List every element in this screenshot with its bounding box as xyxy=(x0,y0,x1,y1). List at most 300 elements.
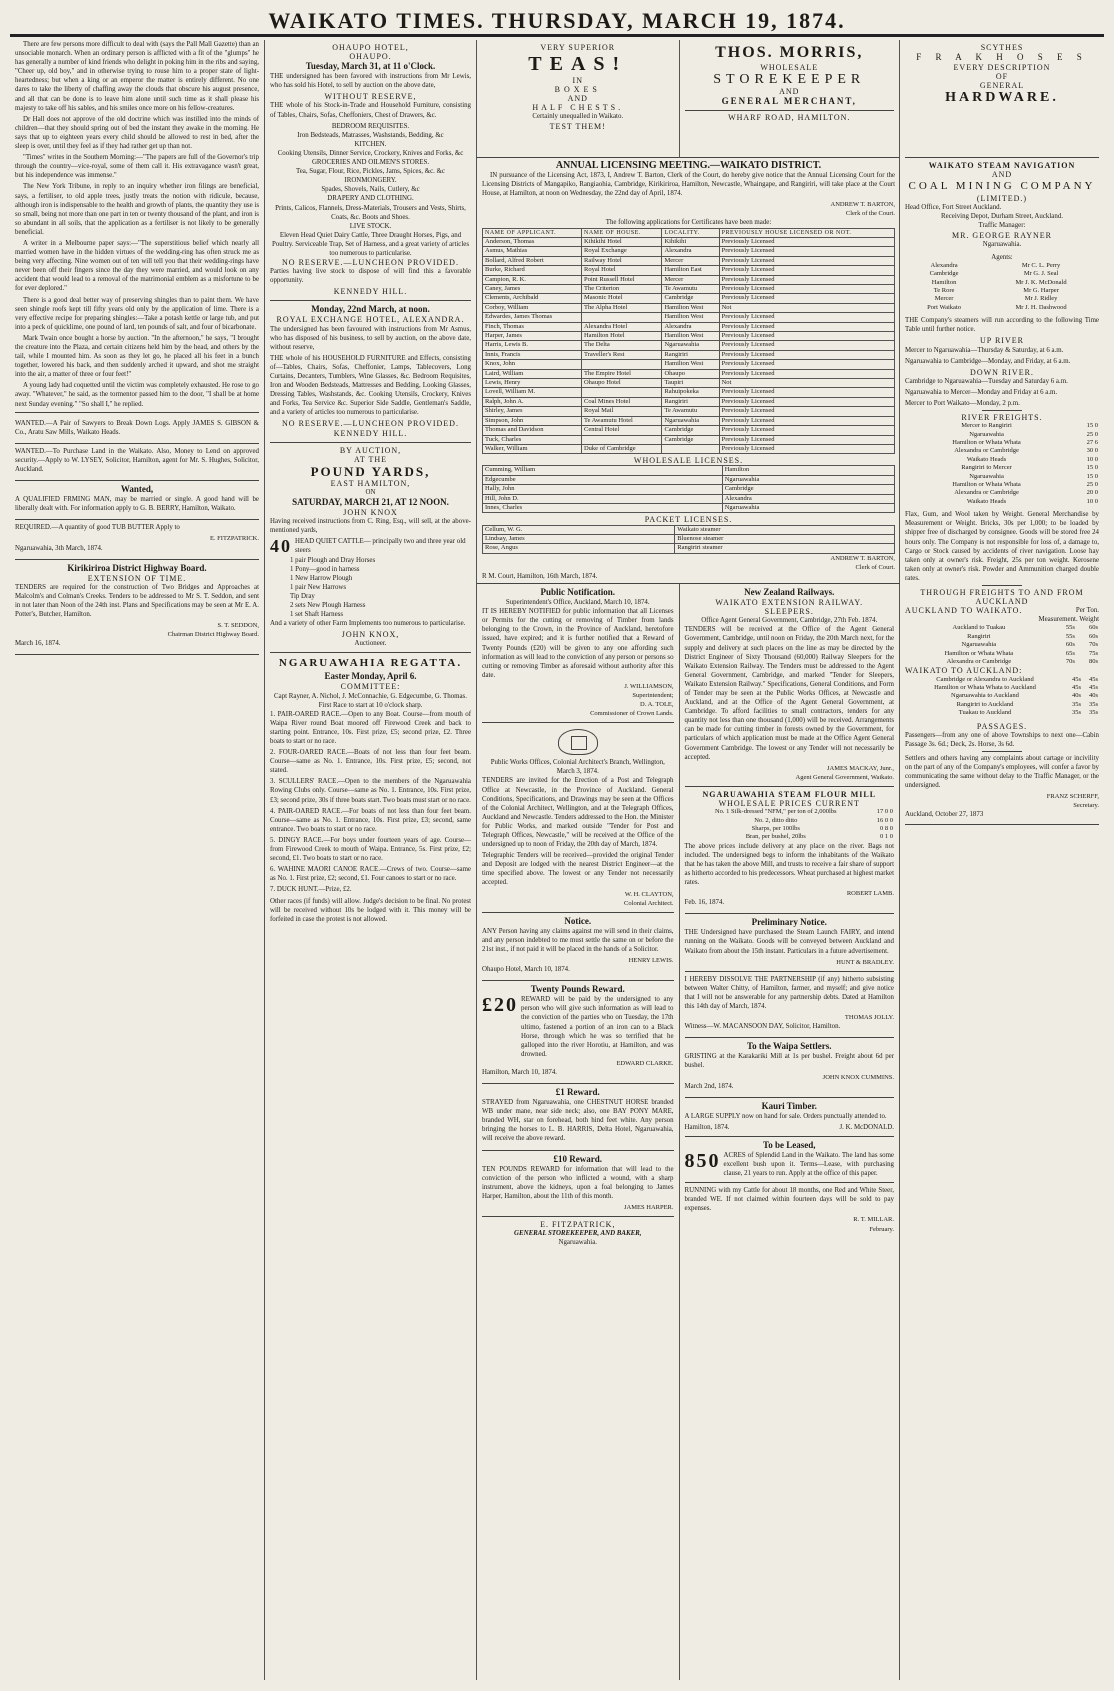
leased-row xyxy=(685,1151,894,1178)
col-header-applicant: NAME OF APPLICANT. xyxy=(483,228,582,237)
notification-signature-title: Superintendent; xyxy=(632,691,674,699)
flour-price: 17 0 0 xyxy=(876,808,893,816)
locality: Rangiriri xyxy=(662,397,719,406)
agent-place: Mercer xyxy=(934,295,954,303)
freight-row xyxy=(905,431,1099,439)
through-route: Ngaruawahia xyxy=(961,641,997,649)
licensing-row xyxy=(483,256,895,265)
freight-route: Alexandra or Cambridge xyxy=(954,447,1019,455)
freight-route: Hamilton or Whata Whata xyxy=(952,439,1021,447)
licensing-foot-date: R M. Court, Hamilton, 16th March, 1874. xyxy=(482,572,598,580)
freight-row xyxy=(905,422,1099,430)
through-row xyxy=(905,633,1099,641)
ohaupo-item: Iron Bedsteads, Matrasses, Washstands, Bedding, &c xyxy=(297,131,444,139)
through-weight: 45s xyxy=(1088,675,1098,683)
applicant-name: Asmus, Mathias xyxy=(483,247,582,256)
up-river-2: Ngaruawahia to Cambridge—Monday, and Friday, at 6 a.m. xyxy=(905,357,1071,365)
locality: Alexandra xyxy=(662,322,719,331)
pound-list-item: Tip Dray xyxy=(290,592,315,600)
wholesale-name: Edgecumbe xyxy=(483,475,723,484)
agent-name: Mr J. K. McDonald xyxy=(1015,278,1067,286)
licensing-intro: The following applications for Certificates have been made: xyxy=(605,219,772,227)
regatta-committee-label: COMMITTEE: xyxy=(340,682,401,692)
through-route: Rangiriri xyxy=(967,632,991,640)
locality: Ngaruawahia xyxy=(662,341,719,350)
license-status: Previously Licensed xyxy=(719,294,894,303)
wholesale-table-body xyxy=(483,466,895,513)
down-river-1: Cambridge to Ngaruawahia—Tuesday and Saturday 6 a.m. xyxy=(905,377,1068,385)
flax-text: Flax, Gum, and Wool taken by Weight. General Merchandise by Measurement or Weight. Bricks, 30s per 1,000; to be loaded by shipper free of discharged by consignee. Goods will be stored free 24 hours only. The Company is not responsible for loss of, a damage to, Cargo or Stock caused by accidents of river navigation. Loose hay taken only at owner's risk. Freight, 25s per ton weight. Kerosene taken only at owner's risk. Powder and Ammunition charged double rates. xyxy=(905,511,1099,582)
steam-coal: COAL MINING COMPANY xyxy=(908,180,1096,193)
through-weight: 60s xyxy=(1088,624,1098,632)
house-name: Alexandra Hotel xyxy=(581,322,661,331)
royal-foot: NO RESERVE.—LUNCHEON PROVIDED. xyxy=(282,419,459,429)
kauri-body: A LARGE SUPPLY now on hand for sale. Orders punctually attended to. xyxy=(684,1112,887,1120)
flour-sub: WHOLESALE PRICES CURRENT xyxy=(718,799,860,808)
through-measurement: 35s xyxy=(1071,700,1081,708)
applicant-name: Thomas and Davidson xyxy=(483,426,582,435)
house-name: The Alpha Hotel xyxy=(581,303,661,312)
wholesale-row xyxy=(483,494,895,503)
flour-price: 0 1 0 xyxy=(880,833,893,841)
kirikiriroa-sub: EXTENSION OF TIME. xyxy=(87,573,187,583)
licensing-table xyxy=(482,228,895,455)
pound-cattle-row xyxy=(270,537,471,555)
steam-manager-label: Traffic Manager: xyxy=(978,222,1026,230)
kirikiriroa-ad xyxy=(15,560,259,656)
locality: Hamilton West xyxy=(662,360,719,369)
dissolve-body: I HEREBY DISSOLVE THE PARTNERSHIP (if any) hitherto subsisting between Walter Chitty, of Hamilton, farmer, and myself; and give notice that I will not be answerable for any partnership debts. Dated at Hamilton this 14th day of March, 1874. xyxy=(684,975,894,1011)
freight-rate: 20 0 xyxy=(1086,489,1098,497)
license-status: Previously Licensed xyxy=(719,416,894,425)
licensing-row xyxy=(483,332,895,341)
ohaupo-items xyxy=(270,122,471,258)
fitz-place: Ngaruawahia. xyxy=(558,1239,597,1247)
through-row xyxy=(905,692,1099,700)
works-body: TENDERS are invited for the Erection of a Post and Telegraph Office at Newcastle, in the Province of Auckland. General Conditions, Specifications, and Drawings may be seen at the Offices of the Colonial Architect, Wellington, and at the Telegraph Offices, Auckland and Newcastle. Tenders addressed to the Hon. the Minister for Public Works, and marked outside "Tender for Post and Telegraph Offices, Newcastle," will be received at the Office of the undersigned up to noon of Friday, the 20th day of March, 1874. xyxy=(482,777,674,849)
regatta-race: 7. DUCK HUNT.—Prize, £2. xyxy=(270,886,352,894)
license-status: Previously Licensed xyxy=(719,247,894,256)
wholesale-row xyxy=(483,475,895,484)
morris-and: AND xyxy=(779,87,800,97)
licensing-row xyxy=(483,397,895,406)
flour-price-row xyxy=(685,817,894,825)
house-name: Traveller's Rest xyxy=(581,350,661,359)
packet-place: Rangiriri steamer xyxy=(675,544,895,553)
through-measurement: 55s xyxy=(1065,624,1075,632)
one-pound-ad xyxy=(482,1084,674,1150)
flour-item: Bran, per bushel, 20lbs xyxy=(745,833,806,841)
royal-body: The undersigned has been favoured with instructions from Mr Asmus, who has disposed of his business, to sell by auction, on the above date, without reserve, xyxy=(270,325,471,351)
ten-head: £10 Reward. xyxy=(553,1153,602,1164)
through-measurement: 45s xyxy=(1071,675,1081,683)
regatta-race: 3. SCULLERS' RACE.—Open to the members of the Ngaruawahia Rowing Clubs only. Course—same as No. 1. Entrance, 10s. First prize, £3; second prize, 30s if three boats start. Two boats must start or no race. xyxy=(270,778,471,804)
freight-rate: 25 0 xyxy=(1086,430,1098,438)
through-measurement: 70s xyxy=(1065,658,1075,666)
notice-date: Ohaupo Hotel, March 10, 1874. xyxy=(482,966,570,974)
teas-in: IN xyxy=(572,76,583,86)
steam-navigation-ad xyxy=(905,158,1099,825)
pound-body: Having received instructions from C. Ring, Esq., will sell, at the above-mentioned yards, xyxy=(270,518,471,535)
license-status: Previously Licensed xyxy=(719,360,894,369)
freight-row xyxy=(905,489,1099,497)
steam-depot: Receiving Depot, Durham Street, Auckland. xyxy=(941,213,1063,221)
ohaupo-item: Spades, Shovels, Nails, Cutlery, &c xyxy=(321,186,420,194)
nzr-sleepers-ad xyxy=(685,584,894,787)
freights-head: RIVER FREIGHTS. xyxy=(961,413,1043,423)
ten-pound-ad xyxy=(482,1151,674,1217)
freight-row xyxy=(905,481,1099,489)
prelim-head: Preliminary Notice. xyxy=(751,917,827,928)
house-name: Coal Mines Hotel xyxy=(581,397,661,406)
freight-rate: 15 0 xyxy=(1086,422,1098,430)
licensing-row xyxy=(483,285,895,294)
divider xyxy=(982,751,1022,752)
locality: Te Awamutu xyxy=(662,407,719,416)
licensing-row xyxy=(483,369,895,378)
through-route: Rangiriri to Auckland xyxy=(956,700,1014,708)
twenty-amount: £20 xyxy=(482,994,518,1017)
locality: Mercer xyxy=(662,256,719,265)
waipa-settlers-ad xyxy=(685,1038,894,1097)
agent-row xyxy=(905,262,1099,270)
freight-row xyxy=(905,447,1099,455)
freight-route: Ngaruawahia xyxy=(969,430,1004,438)
hardware-head: HARDWARE. xyxy=(945,90,1059,106)
wholesale-head: WHOLESALE LICENSES. xyxy=(633,456,744,466)
flour-item: No. 2, ditto ditto xyxy=(754,816,798,824)
timetable-text: THE Company's steamers will run according to the following Time Table until further notice. xyxy=(905,317,1099,334)
ohaupo-item: Prints, Calicos, Flannels, Dress-Materials, Trousers and Vests, Shirts, Coats, &c. Boots and Shoes. xyxy=(275,204,466,221)
works-office: Public Works Offices, Colonial Architect's Branch, Wellington, March 3, 1874. xyxy=(490,759,665,776)
house-name: Royal Mail xyxy=(581,407,661,416)
wholesale-row xyxy=(483,504,895,513)
house-name xyxy=(581,313,661,322)
packet-row xyxy=(483,534,895,543)
scythes-letter: S xyxy=(1037,52,1049,63)
locality: Hamilton East xyxy=(662,266,719,275)
steam-and: AND xyxy=(991,170,1013,180)
nzr2-office: Office Agent General Government, Cambridge, 27th Feb. 1874. xyxy=(701,617,878,625)
ohaupo-item: KITCHEN. xyxy=(354,140,387,148)
agent-row xyxy=(905,287,1099,295)
packet-place: Waikato steamer xyxy=(675,525,895,534)
house-name: The Criterion xyxy=(581,285,661,294)
through-table xyxy=(905,624,1099,666)
divider xyxy=(982,585,1022,586)
wanted-farming-head: Wanted, xyxy=(120,484,154,495)
article-paragraph: There are few persons more difficult to deal with (says the Pall Mall Gazette) than an unsociable monarch. When an ordinary person is afflicted with a fit of the "glumps" he has generally a number of kind friends who delight in poking him in the ribs and saying, "Cheer up, old boy," and in otherwise trying to rouse him to a proper state of light-heartedness; but when a king or an emperor the matter is entirely different. No one dares to take the liberty of chaffing away the clouds that obscure his august presence, and all that can be done is to leave him alone until such time as it shall please his majesty to take off his sables, and his smiles once more on his fellow-creatures. xyxy=(15,41,259,112)
teas-ad xyxy=(477,40,680,158)
wholesale-place: Ngaruawahia xyxy=(722,475,894,484)
packet-row xyxy=(483,544,895,553)
regatta-race: 5. DINGY RACE.—For boys under fourteen years of age. Course—from Firewood Creek to mouth of Waipa. Entrance, 5s. First prize, £2; second, £1. Two boats to start or no race. xyxy=(270,836,471,863)
notification-office: Superintendent's Office, Auckland, March 10, 1874. xyxy=(505,599,650,607)
pound-cattle: HEAD QUIET CATTLE— principally two and three year old steers xyxy=(295,538,466,555)
flour-item: Sharps, per 100lbs xyxy=(751,824,800,832)
scythes-letter: O xyxy=(1017,52,1030,63)
house-name: Te Awamutu Hotel xyxy=(581,416,661,425)
pound-list-item: 1 pair New Harrows xyxy=(290,583,347,591)
through-route: Auckland to Tuakau xyxy=(952,624,1006,632)
steam-manager-place: Ngaruawahia. xyxy=(982,240,1022,248)
pound-by: BY AUCTION, xyxy=(339,445,402,455)
fitz-trade: GENERAL STOREKEEPER, AND BAKER, xyxy=(514,1230,642,1238)
regatta-head: NGARUAWAHIA REGATTA. xyxy=(278,657,463,670)
agents-table xyxy=(905,262,1099,312)
pound-date: SATURDAY, MARCH 21, AT 12 NOON. xyxy=(292,497,449,508)
nzr2-head: New Zealand Railways. xyxy=(744,587,835,598)
license-status: Previously Licensed xyxy=(719,350,894,359)
agent-place: Port Waikato xyxy=(927,303,961,311)
settlers-signature: FRANZ SCHERFF, xyxy=(1046,793,1099,801)
regatta-race: 4. PAIR-OARED RACE.—For boats of not less than four feet beam. Course—same as No. 1. Entrance, 10s. First prize, £3; second, same entrance. Two boats to start or no race. xyxy=(270,807,471,833)
leased-head: To be Leased, xyxy=(763,1139,816,1150)
scythes-of: OF xyxy=(995,72,1009,82)
column-3 xyxy=(477,584,680,1680)
teas-chests: HALF CHESTS. xyxy=(532,103,624,113)
notice-signature: HENRY LEWIS. xyxy=(628,957,674,965)
applicant-name: Anderson, Thomas xyxy=(483,237,582,246)
notification-signature-2-title: Commissioner of Crown Lands. xyxy=(590,710,674,718)
through-sub: AUCKLAND TO WAIKATO. xyxy=(905,606,1023,616)
through-row xyxy=(905,684,1099,692)
pound-list-item: 1 pair Plough and Dray Horses xyxy=(290,556,376,564)
licensing-row xyxy=(483,444,895,453)
teas-and: AND xyxy=(567,94,588,104)
flour-mill-ad xyxy=(685,787,894,914)
licensing-body: IN pursuance of the Licensing Act, 1873, I, Andrew T. Barton, Clerk of the Court, do hereby give notice that the Annual Licensing Court for the Licensing Districts of Mangapiko, Rangiaohia, Cambridge, Kirikiriroa, Hamilton, Newcastle, Whaingape, and Rangiriri, will take place at the Court House, at Hamilton, at noon on Wednesday, the 22nd day of April, 1874. xyxy=(482,172,895,198)
kirikiriroa-signature-title: Chairman District Highway Board. xyxy=(167,631,259,639)
one-body: STRAYED from Ngaruawahia, one CHESTNUT HORSE branded WB under mane, near side neck; also, one BAY PONY MARE, branded WH, star on forehead, both hind feet white. Any person bringing the horses to L. B. HARRIS, Delta Hotel, Ngaruawahia, will receive the above reward. xyxy=(482,1099,674,1143)
applicant-name: Clements, Archibald xyxy=(483,294,582,303)
dissolve-signature: THOMAS JOLLY. xyxy=(844,1014,894,1022)
morris-general: GENERAL MERCHANT, xyxy=(721,96,857,107)
down-river-head: DOWN RIVER. xyxy=(970,367,1034,377)
center-bottom-row xyxy=(477,584,899,1680)
regatta-race: 6. WAHINE MAORI CANOE RACE.—Crews of two. Course—same as No. 1. First prize, £2; second, £1. Four canoes to start or no race. xyxy=(270,866,471,883)
waipa-signature: JOHN KNOX CUMMINS. xyxy=(822,1073,894,1081)
waipa-body: GRISTING at the Karakariki Mill at 1s per bushel. Freight about 6d per bushel. xyxy=(684,1053,894,1070)
notice-body: ANY Person having any claims against me will send in their claims, and any person indebted to me must settle the same on or before the 21st inst., if not paid it will be placed in the hands of a Solicitor. xyxy=(482,927,674,953)
freight-route: Mercer to Rangiriri xyxy=(961,422,1012,430)
flour-price-row xyxy=(685,808,894,816)
pound-head: POUND YARDS, xyxy=(310,463,431,479)
ohaupo-item: IRONMONGERY. xyxy=(344,177,397,185)
freight-row xyxy=(905,473,1099,481)
leased-body: ACRES of Splendid Land in the Waikato. The land has some excellent bush upon it. Terms—Lease, with purchasing clause, 21 years to run. Apply at the office of this paper. xyxy=(723,1151,894,1178)
through-per: Per Ton. xyxy=(1075,607,1099,615)
through-table-body xyxy=(905,624,1099,666)
wholesale-name: Hally, John xyxy=(483,485,723,494)
house-name xyxy=(581,435,661,444)
through-measure: Measurement. Weight xyxy=(1038,616,1099,624)
column-4 xyxy=(680,584,899,1680)
locality: Taupiri xyxy=(662,379,719,388)
required-butter-ad xyxy=(15,520,259,559)
notice-head: Notice. xyxy=(564,915,592,926)
license-status: Previously Licensed xyxy=(719,322,894,331)
twenty-pounds-ad xyxy=(482,981,674,1084)
applicant-name: Harper, James xyxy=(483,332,582,341)
license-status: Previously Licensed xyxy=(719,435,894,444)
house-name xyxy=(581,388,661,397)
through-weight: 75s xyxy=(1088,649,1098,657)
ohaupo-foot-2: Parties having live stock to dispose of will find this a favorable opportunity. xyxy=(270,268,471,285)
house-name: Point Russell Hotel xyxy=(581,275,661,284)
pound-list-item: 2 sets New Plough Harness xyxy=(290,601,366,609)
kauri-head: Kauri Timber. xyxy=(761,1100,817,1111)
agents-table-body xyxy=(905,262,1099,312)
freight-row xyxy=(905,456,1099,464)
lewis-notice-ad xyxy=(482,913,674,981)
hardware-ad xyxy=(905,40,1099,158)
freight-rate: 30 0 xyxy=(1086,447,1098,455)
house-name: Royal Hotel xyxy=(581,266,661,275)
licensing-row xyxy=(483,360,895,369)
wanted-land-ad xyxy=(15,444,259,481)
freight-route: Hamilton or Whata Whata xyxy=(952,481,1021,489)
applicant-name: Burke, Richard xyxy=(483,266,582,275)
through-measurement: 60s xyxy=(1065,641,1075,649)
scythes-label: SCYTHES xyxy=(980,43,1024,52)
nzr2-signature: JAMES MACKAY, Junr., xyxy=(826,764,894,772)
licensing-row xyxy=(483,341,895,350)
scythes-letter: H xyxy=(996,52,1009,63)
through-row xyxy=(905,658,1099,666)
locality: Alexandra xyxy=(662,247,719,256)
through-head: THROUGH FREIGHTS TO AND FROM AUCKLAND xyxy=(920,588,1084,607)
article-paragraph: There is a good deal better way of preserving shingles than to paint them. We have seen shingle roofs kept till fifty years old only by the application of lime. There is a very effective recipe for preparing shingles:—Take a potash kettle or large tub, and put into a peck of quicklime, one pound of lard, ten pounds of salt, and four of bicarbonate. xyxy=(15,296,259,331)
notification-head: Public Notification. xyxy=(540,587,615,598)
flour-head: NGARUAWAHIA STEAM FLOUR MILL xyxy=(702,789,877,799)
public-notification-ad xyxy=(482,584,674,723)
kirikiriroa-body: TENDERS are required for the construction of Two Bridges and Approaches at Malcolm's and Colman's Creeks. Tenders to be addressed to Mr S. T. Seddon, and sent in not later than Noon of the 24th inst. Plans and Specifications may be seen at Mr E. A. Potter's, Butcher, Hamilton. xyxy=(15,583,259,618)
license-status: Not xyxy=(719,379,894,388)
royal-crest-icon xyxy=(558,729,598,755)
flour-price-row xyxy=(685,833,894,841)
through-row xyxy=(905,676,1099,684)
licensing-signature-title: Clerk of the Court. xyxy=(845,210,895,218)
kauri-signature: J. K. McDONALD. xyxy=(839,1123,894,1131)
house-name: Central Hotel xyxy=(581,426,661,435)
licensing-foot-title: Clerk of Court. xyxy=(855,563,895,571)
agent-name: Mr C. L. Perry xyxy=(1021,261,1061,269)
freight-rate: 15 0 xyxy=(1086,472,1098,480)
prelim-signature: HUNT & BRADLEY. xyxy=(836,958,894,966)
scythes-every: EVERY DESCRIPTION xyxy=(953,63,1051,73)
agent-row xyxy=(905,279,1099,287)
license-status: Previously Licensed xyxy=(719,237,894,246)
packet-row xyxy=(483,525,895,534)
license-status: Previously Licensed xyxy=(719,426,894,435)
license-status: Previously Licensed xyxy=(719,369,894,378)
scythes-letter: A xyxy=(955,52,968,63)
passages-body: Passengers—from any one of above Townships to next one—Cabin Passage 3s. 6d.; Deck, 2s. Horse, 3s 6d. xyxy=(905,731,1099,748)
flour-prices-body xyxy=(685,808,894,842)
through-measurement: 65s xyxy=(1065,649,1075,657)
flour-price: 0 8 0 xyxy=(880,824,893,832)
agent-place: Hamilton xyxy=(931,278,957,286)
wanted-land-text: WANTED.—To Purchase Land in the Waikato. Also, Money to Lend on approved security.—Apply to W. LYSEY, Solicitor, Hamilton, agent for Mr. S. Hughes, Solicitor, Auckland. xyxy=(15,447,259,474)
wholesale-name: Innes, Charles xyxy=(483,504,723,513)
pound-more: And a variety of other Farm Implements too numerous to particularise. xyxy=(270,620,466,628)
article-paragraph: "Times" writes in the Southern Morning:—"The papers are full of the Governor's trip through the country—vice-royal, some of them call it. His extravagance wasn't great, but his independence was immense." xyxy=(15,154,259,180)
column-2 xyxy=(265,40,477,1680)
agent-name: Mr J. Ridley xyxy=(1024,295,1058,303)
through-route: Hamilton or Whata Whata to Auckland xyxy=(934,683,1036,691)
through-row xyxy=(905,641,1099,649)
teas-head: TEAS! xyxy=(528,53,628,76)
through-route: Hamilton or Whata Whata xyxy=(944,649,1014,657)
pound-sub: EAST HAMILTON, xyxy=(330,478,411,488)
applicant-name: Shirley, James xyxy=(483,407,582,416)
house-name xyxy=(581,360,661,369)
pound-yards-ad xyxy=(270,443,471,654)
freight-rate: 15 0 xyxy=(1086,464,1098,472)
down-river-3: Mercer to Port Waikato—Monday, 2 p.m. xyxy=(905,400,1020,408)
through-table-2 xyxy=(905,676,1099,718)
steam-limited: (LIMITED.) xyxy=(976,194,1028,204)
freight-row xyxy=(905,439,1099,447)
pound-signature: JOHN KNOX, xyxy=(341,630,400,640)
wholesale-place: Alexandra xyxy=(722,494,894,503)
regatta-date: Easter Monday, April 6. xyxy=(324,671,417,682)
col-header-licensed: PREVIOUSLY HOUSE LICENSED OR NOT. xyxy=(719,228,894,237)
freight-route: Ngaruawahia xyxy=(969,472,1004,480)
through-weight: 35s xyxy=(1088,700,1098,708)
passages-head: PASSAGES. xyxy=(976,721,1028,731)
locality: Rangiriri xyxy=(662,350,719,359)
applicant-name: Caney, James xyxy=(483,285,582,294)
through-header-row xyxy=(905,606,1099,615)
locality: Ngaruawahia xyxy=(662,416,719,425)
settlers-signature-title: Secretary. xyxy=(1073,802,1099,810)
scythes-general: GENERAL xyxy=(979,81,1025,91)
applicant-name: Edwardes, James Thomas xyxy=(483,313,582,322)
license-status: Previously Licensed xyxy=(719,341,894,350)
wholesale-table xyxy=(482,465,895,513)
teas-top: VERY SUPERIOR xyxy=(540,43,616,52)
through-measurement: 35s xyxy=(1071,709,1081,717)
ohaupo-item: GROCERIES AND OILMEN'S STORES. xyxy=(311,159,430,167)
scythes-letter: K xyxy=(975,52,989,63)
teas-line: Certainly unequalled in Waikato. xyxy=(532,113,624,121)
applicant-name: Knox, John xyxy=(483,360,582,369)
licensing-row xyxy=(483,303,895,312)
agent-place: Alexandra xyxy=(930,261,958,269)
wholesale-row xyxy=(483,485,895,494)
freight-route: Alexandra or Cambridge xyxy=(954,489,1019,497)
twenty-signature: EDWARD CLARKE. xyxy=(616,1059,674,1067)
ohaupo-item: BEDROOM REQUISITES. xyxy=(331,122,410,130)
twenty-body: REWARD will be paid by the undersigned to any person who will give such information as will lead to the conviction of the parties who on Tuesday, the 17th ultimo, fastened a portion of an iron can to a Black Horse, through which he was so terrified that he galloped into the river Horotiu, at Hamilton, and was drowned. xyxy=(521,996,674,1058)
article-paragraph: A young lady had coquetted until the victim was completely exhausted. He rose to go away. "Whatever," he said, as the tormentor passed him to the door, "I shall be at home next Sunday evening." "So shall I," he replied. xyxy=(15,382,259,408)
morris-trade: STOREKEEPER xyxy=(713,72,866,88)
ohaupo-signature: KENNEDY HILL. xyxy=(333,287,408,297)
ohaupo-item: DRAPERY AND CLOTHING. xyxy=(327,195,414,203)
steam-office: Head Office, Fort Street Auckland. xyxy=(905,204,1002,212)
licensing-row xyxy=(483,247,895,256)
pound-list-item: 1 New Harrow Plough xyxy=(290,574,353,582)
scythes-letter: S xyxy=(1076,52,1088,63)
wholesale-row xyxy=(483,466,895,475)
applicant-name: Laird, William xyxy=(483,369,582,378)
article-paragraph: Dr Hall does not approve of the old doctrine which was instilled into the minds of children—that they should spring out of bed the instant they awake in the morning. He says that up to eighteen years every child should be allowed to rest in bed, after the sleep is over, until they feel as if they had rather get up than not. xyxy=(15,115,259,151)
through-weight: 80s xyxy=(1088,658,1098,666)
license-status: Previously Licensed xyxy=(719,332,894,341)
required-signature: E. FITZPATRICK. xyxy=(209,535,259,543)
